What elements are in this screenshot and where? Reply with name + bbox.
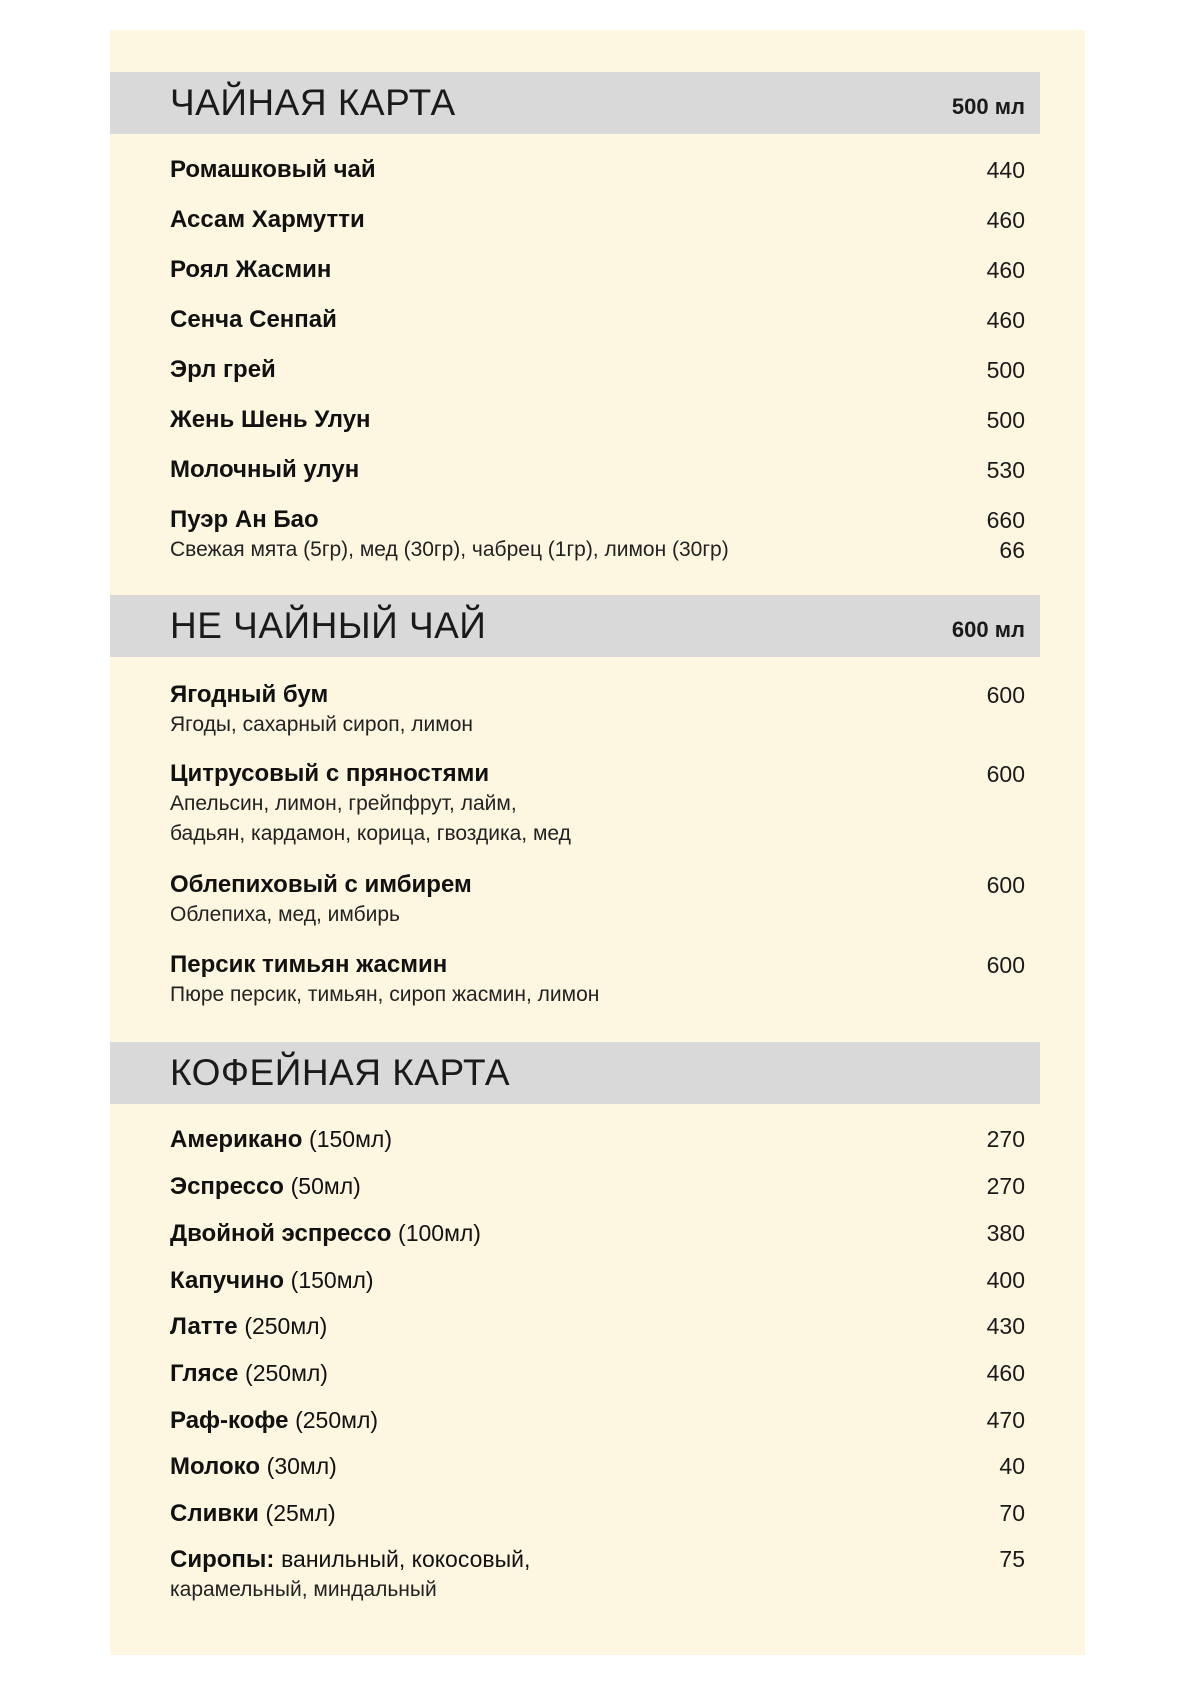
menu-item [170, 205, 1025, 235]
coffee-section-header [110, 1042, 1040, 1104]
item-name: Пуэр Ан Бао [170, 506, 319, 533]
menu-item [170, 1218, 1025, 1249]
item-price: 380 [986, 1220, 1025, 1246]
item-price: 600 [986, 872, 1025, 898]
item-description: Пюре персик, тимьян, сироп жасмин, лимон [170, 983, 600, 1006]
menu-item [170, 950, 1025, 1010]
menu-item [170, 870, 1025, 930]
item-volume: (30мл) [266, 1453, 337, 1479]
menu-item [170, 455, 1025, 485]
item-price: 460 [986, 257, 1025, 283]
nontea-section-header [110, 595, 1040, 657]
item-price: 430 [986, 1313, 1025, 1339]
menu-item [170, 1311, 1025, 1342]
item-price: 530 [986, 457, 1025, 483]
menu-item [170, 1124, 1025, 1155]
tea-section-volume: 500 мл [951, 94, 1025, 119]
menu-item [170, 255, 1025, 285]
tea-section-header [110, 72, 1040, 134]
syrups-list-line2: карамельный, миндальный [170, 1578, 437, 1601]
item-price: 440 [986, 157, 1025, 183]
item-description: Апельсин, лимон, грейпфрут, лайм, [170, 792, 517, 815]
item-price: 70 [999, 1500, 1025, 1526]
item-name: Ягодный бум [170, 681, 329, 708]
menu-item [170, 505, 1025, 565]
item-volume: (150мл) [309, 1126, 392, 1152]
item-price: 600 [986, 682, 1025, 708]
item-name: Ромашковый чай [170, 156, 376, 183]
tea-section-title: ЧАЙНАЯ КАРТА [170, 82, 456, 123]
item-name: Жень Шень Улун [170, 406, 371, 433]
item-price: 470 [986, 1407, 1025, 1433]
menu-item [170, 1358, 1025, 1389]
item-description: Ягоды, сахарный сироп, лимон [170, 713, 473, 736]
item-name: Роял Жасмин [170, 256, 332, 283]
menu-item [170, 155, 1025, 185]
menu-item [170, 1451, 1025, 1482]
menu-item [170, 1405, 1025, 1436]
item-name: Сенча Сенпай [170, 306, 337, 333]
menu-item [170, 1171, 1025, 1202]
item-price: 460 [986, 207, 1025, 233]
menu-item [170, 405, 1025, 435]
menu-item [170, 305, 1025, 335]
syrups-list-line1: ванильный, кокосовый, [281, 1546, 531, 1572]
item-price: 500 [986, 407, 1025, 433]
item-price: 270 [986, 1126, 1025, 1152]
item-name: Молоко [170, 1453, 260, 1480]
item-name: Сливки [170, 1500, 259, 1527]
item-name: Персик тимьян жасмин [170, 951, 448, 978]
menu-item [170, 680, 1025, 740]
item-name: Латте [170, 1313, 238, 1340]
item-name: Цитрусовый с пряностями [170, 760, 490, 787]
item-description: Облепиха, мед, имбирь [170, 903, 400, 926]
nontea-section-volume: 600 мл [951, 617, 1025, 642]
item-name: Глясе [170, 1360, 239, 1387]
item-name: Эспрессо [170, 1173, 284, 1200]
item-volume: (250мл) [295, 1407, 379, 1433]
item-price: 600 [986, 761, 1025, 787]
item-name: Облепиховый с имбирем [170, 871, 472, 898]
menu-item [170, 1498, 1025, 1529]
nontea-section-title: НЕ ЧАЙНЫЙ ЧАЙ [170, 605, 487, 646]
item-price: 600 [986, 952, 1025, 978]
item-volume: (150мл) [290, 1267, 374, 1293]
item-price: 460 [986, 307, 1025, 333]
item-price: 460 [986, 1360, 1025, 1386]
item-name: Американо [170, 1126, 303, 1153]
addon-description: Свежая мята (5гр), мед (30гр), чабрец (1гр), лимон (30гр) [170, 538, 729, 561]
item-price: 40 [999, 1453, 1025, 1479]
item-name: Капучино [170, 1267, 284, 1294]
menu-item [170, 355, 1025, 385]
menu-page [110, 30, 1085, 1655]
item-name: Сиропы: [170, 1546, 275, 1573]
item-volume: (250мл) [244, 1313, 328, 1339]
menu-item [170, 759, 1025, 849]
addon-row [170, 535, 1025, 565]
item-price: 500 [986, 357, 1025, 383]
addon-price: 66 [999, 537, 1025, 563]
item-name: Молочный улун [170, 456, 360, 483]
item-name: Ассам Хармутти [170, 206, 365, 233]
item-name: Раф-кофе [170, 1407, 289, 1434]
item-price: 270 [986, 1173, 1025, 1199]
coffee-section-title: КОФЕЙНАЯ КАРТА [170, 1052, 511, 1093]
item-price: 75 [999, 1546, 1025, 1572]
menu-item-syrups [170, 1544, 1025, 1605]
item-price: 660 [986, 507, 1025, 533]
item-volume: (100мл) [398, 1220, 481, 1246]
menu-item [170, 1265, 1025, 1296]
item-volume: (250мл) [245, 1360, 328, 1386]
item-name: Двойной эспрессо [170, 1220, 392, 1247]
item-volume: (25мл) [265, 1500, 336, 1526]
item-price: 400 [986, 1267, 1025, 1293]
item-description: бадьян, кардамон, корица, гвоздика, мед [170, 822, 571, 845]
item-volume: (50мл) [290, 1173, 361, 1199]
item-name: Эрл грей [170, 356, 276, 383]
